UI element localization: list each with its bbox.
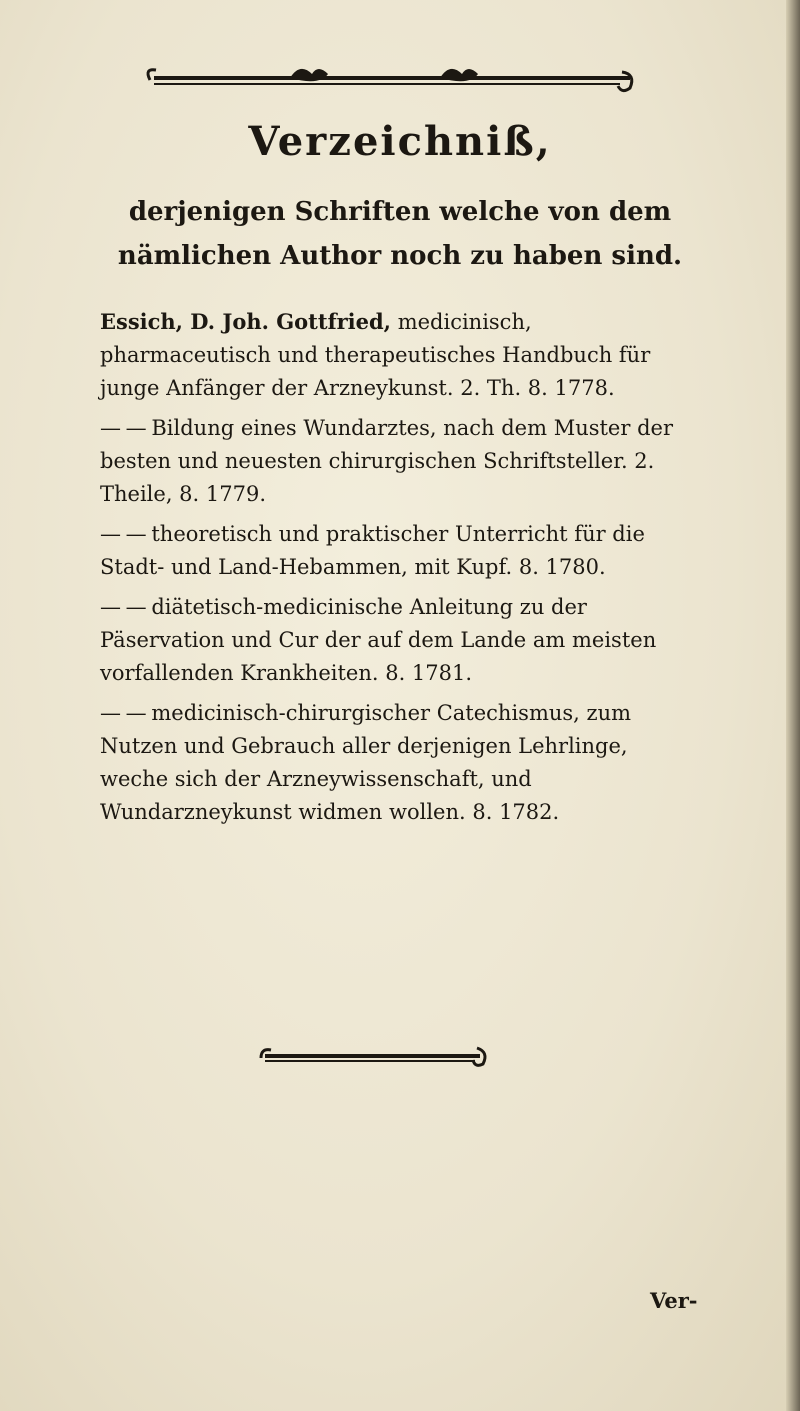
entry-text: medicinisch, pharmaceutisch und therapeutisches Handbuch für junge Anfänger der Arzneykunst. 2. Th. 8. 1778.	[100, 310, 651, 400]
entry-author: — —	[100, 522, 152, 546]
page-edge	[786, 0, 800, 1411]
page-subtitle: derjenigen Schriften welche von dem nämlichen Author noch zu haben sind.	[117, 197, 683, 271]
page-title: Verzeichniß,	[248, 118, 552, 165]
entry-author: — —	[100, 595, 152, 619]
catchword: Ver-	[650, 1288, 698, 1313]
entry-text: theoretisch und praktischer Unterricht für die Stadt- und Land-Hebammen, mit Kupf. 8. 1780.	[100, 522, 645, 579]
entries-list	[100, 305, 700, 836]
entry-author: — —	[100, 416, 152, 440]
entry-author: Essich, D. Joh. Gottfried,	[100, 309, 391, 334]
entry-3	[100, 518, 700, 584]
entry-author: — —	[100, 701, 152, 725]
entry-text: diätetisch-medicinische Anleitung zu der Päservation und Cur der auf dem Lande am meisten vorfallenden Krankheiten. 8. 1781.	[100, 595, 657, 685]
entry-5	[100, 697, 700, 829]
top-ornament-rule	[140, 58, 640, 98]
entry-text: medicinisch-chirurgischer Catechismus, zum Nutzen und Gebrauch aller derjenigen Lehrlinge, weche sich der Arzneywissenschaft, und Wundarzneykunst widmen wollen. 8. 1782.	[100, 701, 632, 824]
entry-1	[100, 305, 700, 405]
entry-text: Bildung eines Wundarztes, nach dem Muster der besten und neuesten chirurgischen Schriftsteller. 2. Theile, 8. 1779.	[100, 416, 673, 506]
entry-2	[100, 412, 700, 511]
bottom-ornament-rule	[255, 1040, 495, 1070]
entry-4	[100, 591, 700, 690]
